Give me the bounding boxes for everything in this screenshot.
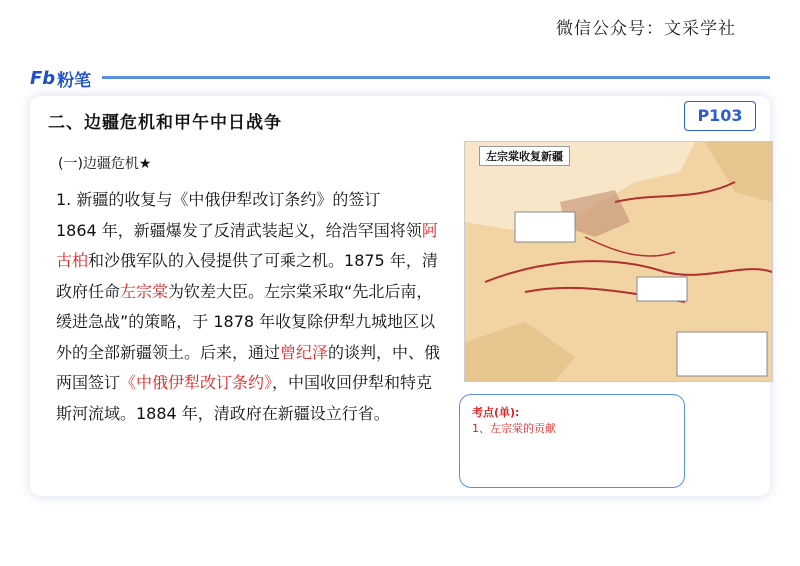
exam-point-title: 考点(单): <box>472 406 520 419</box>
body-paragraph <box>56 185 448 429</box>
logo-text: 粉笔 <box>57 71 92 91</box>
fenbi-logo <box>30 66 91 91</box>
subsection-heading: (一)边疆危机★ <box>58 156 152 172</box>
map-illustration <box>465 142 772 381</box>
map-caption: 左宗棠收复新疆 <box>479 146 570 166</box>
body-text-6: ，中国收回伊犁和特克斯河流域。1884 年，清政府在新疆设立行省。 <box>56 373 433 423</box>
body-text-4: 为钦差大臣。左宗棠采取“先北后南，缓进急战”的策略，于 1878 年收复除伊犁九城地区以外的全部新疆领土。后来，通过 <box>56 281 436 362</box>
body-text-1: 1. 新疆的收复与《中俄伊犁改订条约》的签订 <box>56 190 381 209</box>
logo-mark: Fb <box>30 68 56 89</box>
highlight-treaty: 《中俄伊犁改订条约》 <box>120 373 273 392</box>
page-badge: P103 <box>684 101 756 131</box>
highlight-zeng-jize: 曾纪泽 <box>280 342 329 362</box>
body-text-2: 1864 年，新疆爆发了反清武装起义，给浩罕国将领 <box>56 220 422 240</box>
highlight-agubo: 阿古柏 <box>56 220 438 270</box>
section-heading: 二、边疆危机和甲午中日战争 <box>48 113 282 133</box>
body-text-5: 的谈判，中、俄两国签订 <box>56 342 441 392</box>
exam-point-item: 1、左宗棠的贡献 <box>472 422 556 435</box>
wechat-account-label: 微信公众号：文采学社 <box>556 19 736 39</box>
exam-point-box <box>459 394 685 488</box>
highlight-zuo-zongtang: 左宗棠 <box>120 281 169 301</box>
body-text-3: 和沙俄军队的入侵提供了可乘之机。1875 年，清政府任命 <box>56 251 438 301</box>
header-divider <box>102 76 770 79</box>
historical-map <box>464 141 773 382</box>
